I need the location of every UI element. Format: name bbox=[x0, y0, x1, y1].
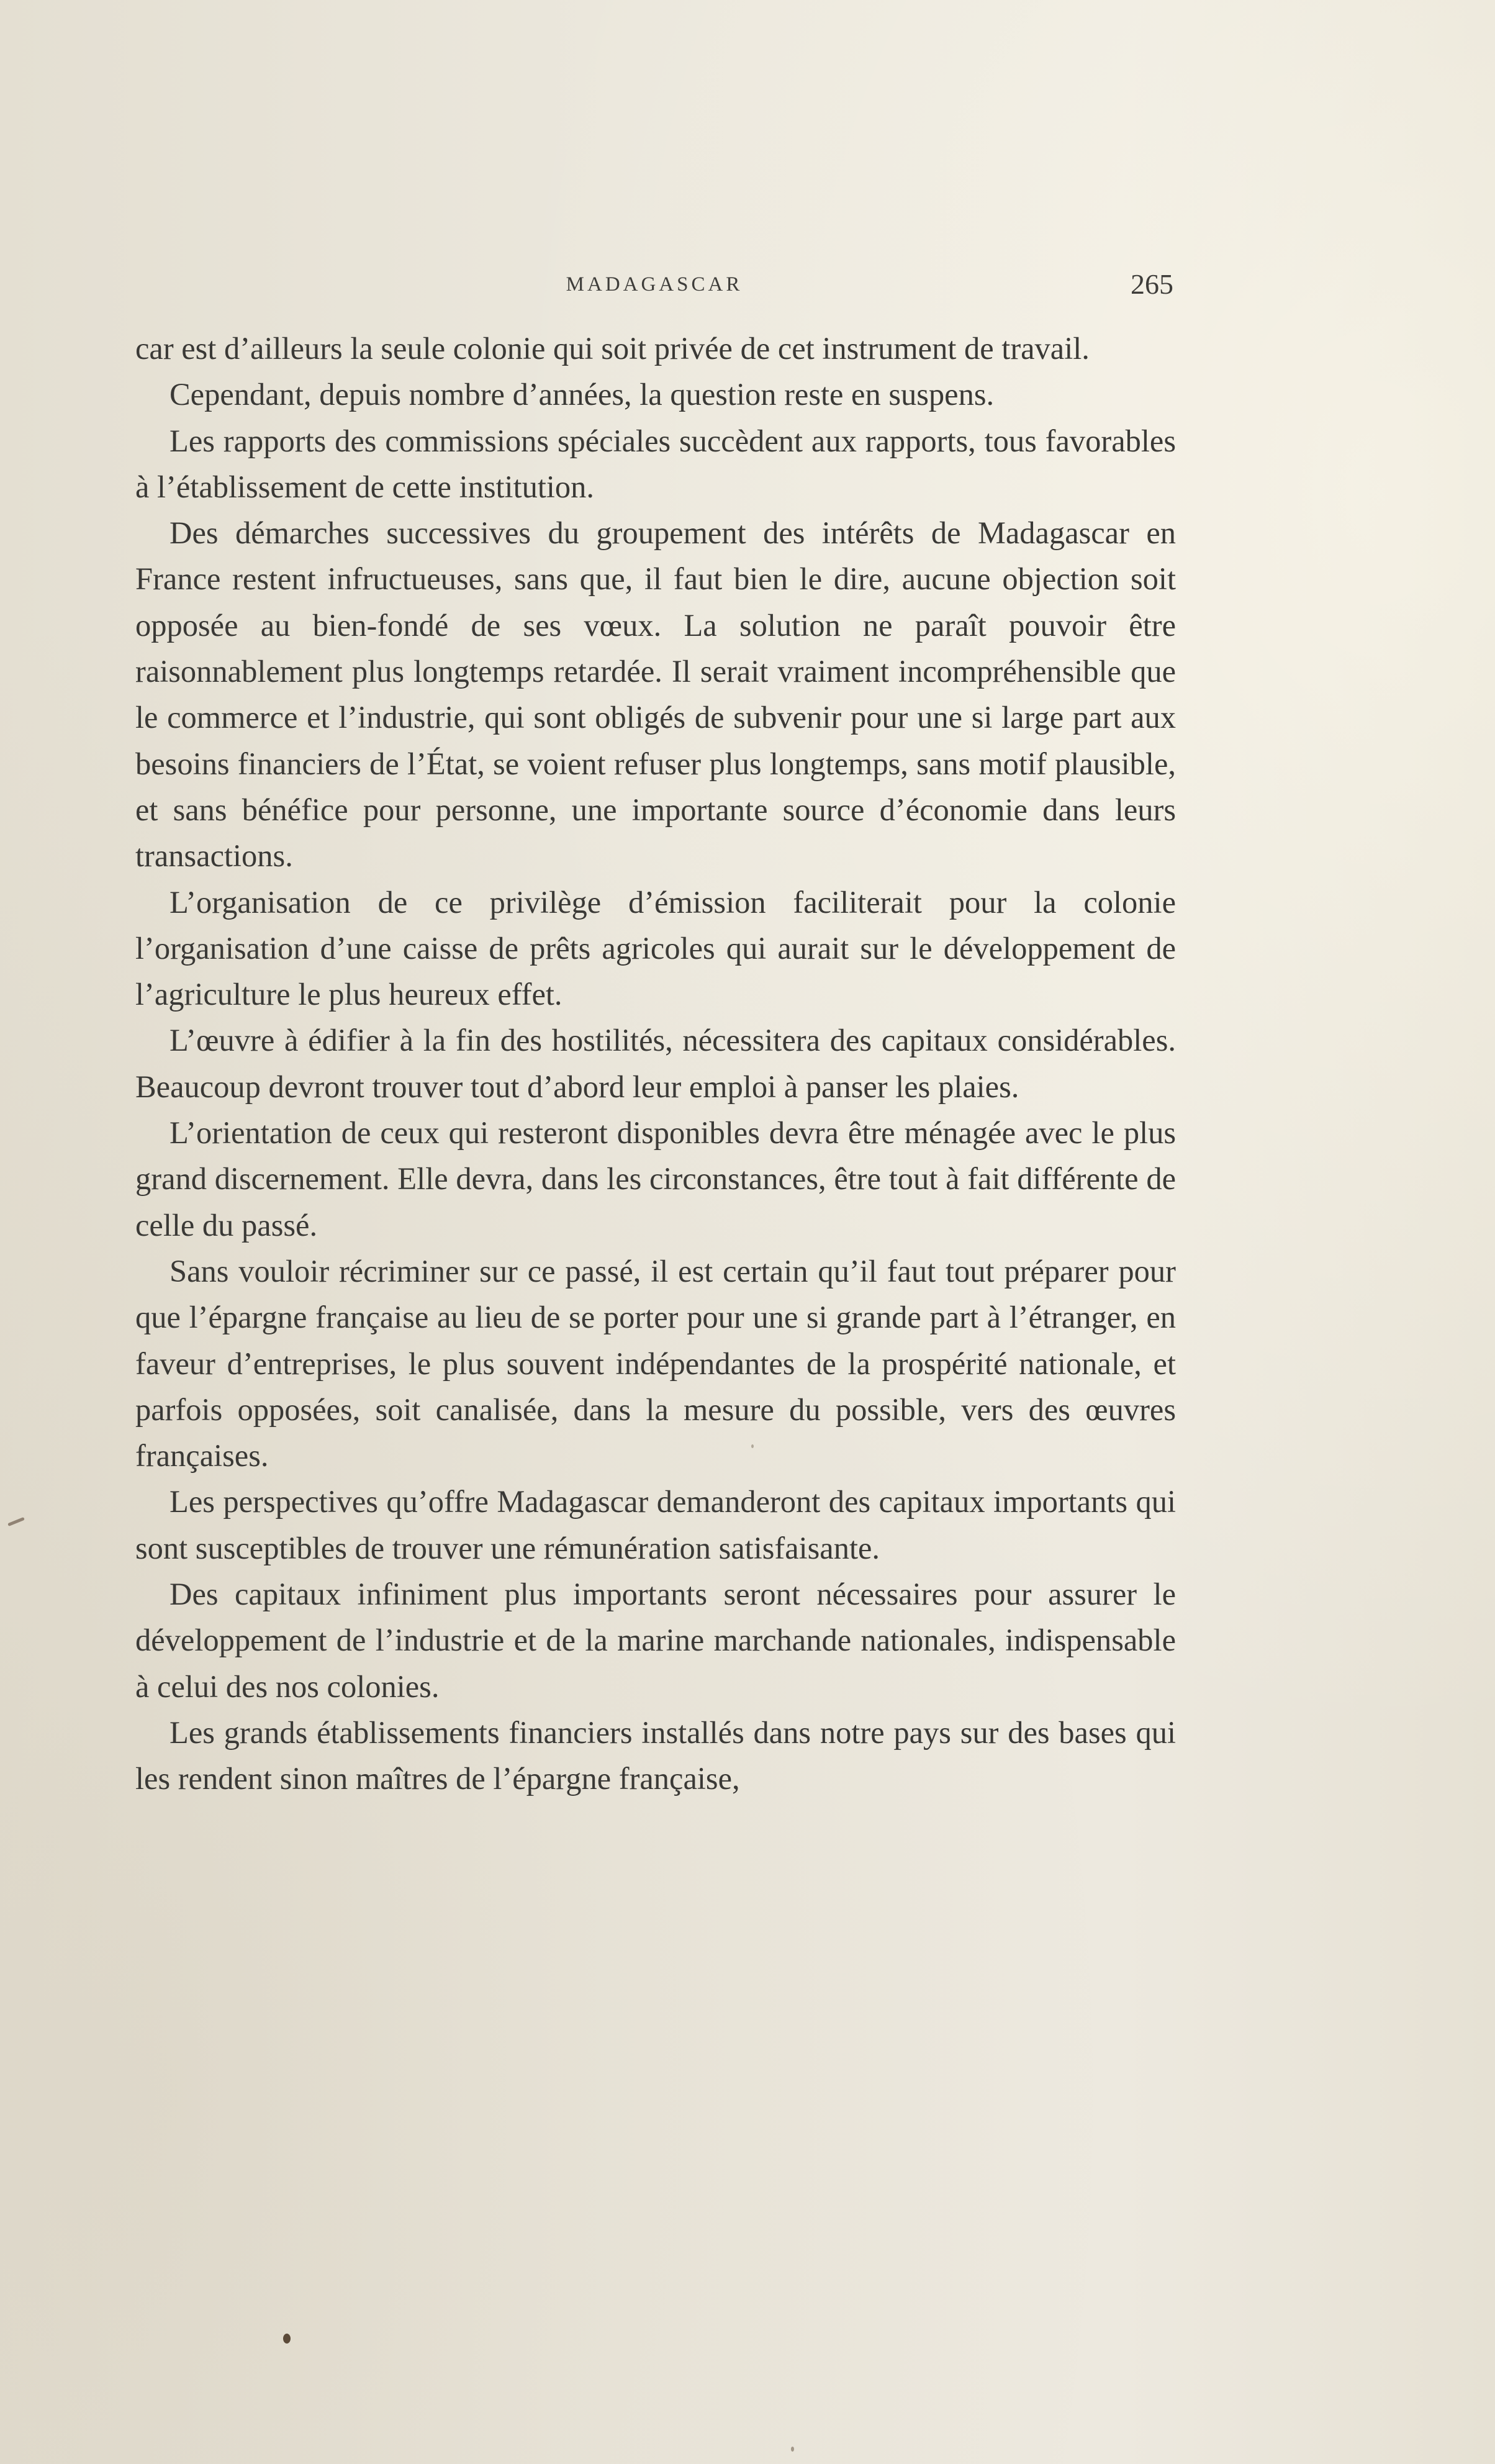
ink-speck bbox=[791, 2447, 794, 2452]
paragraph-continuation: car est d’ailleurs la seule colonie qui soit privée de cet instrument de travail. bbox=[135, 331, 1090, 366]
paragraph: Les rapports des commissions spéciales succèdent aux rapports, tous favorables à l’établissement de cette institution. bbox=[135, 423, 1176, 504]
paragraph: L’orientation de ceux qui resteront disponibles devra être ménagée avec le plus grand discernement. Elle devra, dans les circonstances, être tout à fait différente de celle du passé. bbox=[135, 1115, 1176, 1243]
page-number: 265 bbox=[1131, 268, 1173, 300]
paragraph: Des démarches successives du groupement des intérêts de Madagascar en France restent infructueuses, sans que, il faut bien le dire, aucune objection soit opposée au bien-fondé de ses vœux. La solution ne paraît pouvoir être raisonnablement plus longtemps retardée. Il serait vraiment incompréhensible que le commerce et l’industrie, qui sont obligés de subvenir pour une si large part aux besoins financiers de l’État, se voient refuser plus longtemps, sans motif plausible, et sans bénéfice pour personne, une importante source d’économie dans leurs transactions. bbox=[135, 515, 1176, 874]
paragraph: Sans vouloir récriminer sur ce passé, il est certain qu’il faut tout préparer pour que l’épargne française au lieu de se porter pour une si grande part à l’étranger, en faveur d’entreprises, le plus souvent indépendantes de la prospérité nationale, et parfois opposées, soit canalisée, dans la mesure du possible, vers des œuvres françaises. bbox=[135, 1253, 1176, 1474]
page-header bbox=[135, 266, 1173, 303]
ink-speck bbox=[283, 2334, 291, 2344]
paragraph: Des capitaux infiniment plus importants seront nécessaires pour assurer le développement de l’industrie et de la marine marchande nationales, indispensable à celui des nos colonies. bbox=[135, 1577, 1176, 1704]
paragraph: Les grands établissements financiers installés dans notre pays sur des bases qui les rendent sinon maîtres de l’épargne française, bbox=[135, 1714, 1176, 1796]
ink-speck bbox=[7, 1517, 25, 1526]
paragraph: L’œuvre à édifier à la fin des hostilités, nécessitera des capitaux considérables. Beaucoup devront trouver tout d’abord leur emploi à panser les plaies. bbox=[135, 1023, 1176, 1104]
paragraph: Cependant, depuis nombre d’années, la question reste en suspens. bbox=[169, 377, 995, 412]
ink-speck bbox=[751, 1444, 754, 1448]
paragraph: Les perspectives qu’offre Madagascar demanderont des capitaux importants qui sont susceptibles de trouver une rémunération satisfaisante. bbox=[135, 1484, 1176, 1565]
running-title: MADAGASCAR bbox=[566, 273, 743, 296]
paragraph: L’organisation de ce privilège d’émission faciliterait pour la colonie l’organisation d’une caisse de prêts agricoles qui aurait sur le développement de l’agriculture le plus heureux effet. bbox=[135, 884, 1176, 1012]
body-text bbox=[135, 325, 1176, 1802]
